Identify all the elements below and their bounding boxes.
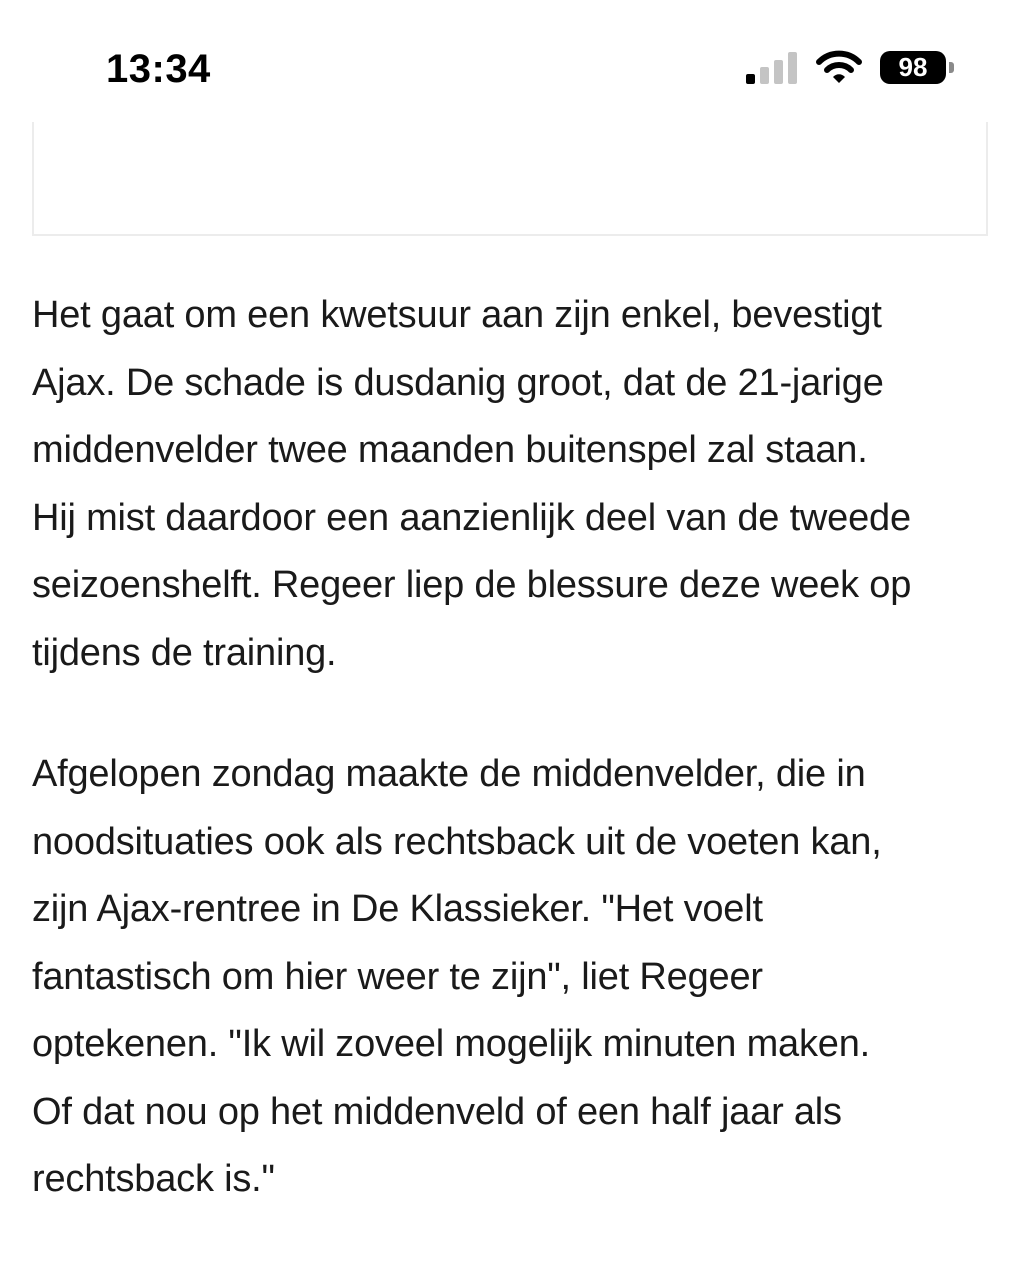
- article-paragraph: Afgelopen zondag maakte de middenvelder, die in noodsituaties ook als rechtsback uit de voeten kan, zijn Ajax-rentree in De Klassieker. "Het voelt fantastisch om hier weer te zijn", liet Regeer optekenen. "Ik wil zoveel mogelijk minuten maken. Of dat nou op het middenveld of een half jaar als rechtsback is.": [32, 753, 882, 1200]
- wifi-arc-middle: [827, 65, 851, 70]
- wifi-dot: [833, 74, 845, 83]
- cellular-signal-icon: [746, 52, 798, 84]
- battery-indicator: [880, 51, 954, 84]
- battery-level: 98: [898, 52, 928, 82]
- wifi-arc-outer: [819, 54, 859, 62]
- signal-bar-1: [746, 74, 755, 84]
- status-bar: [0, 0, 1022, 120]
- signal-bar-2: [760, 67, 769, 84]
- signal-bar-3: [774, 60, 783, 84]
- embedded-media-placeholder: [32, 122, 988, 236]
- signal-bar-4: [788, 52, 797, 84]
- battery-tip: [949, 62, 954, 73]
- article-paragraph: Het gaat om een kwetsuur aan zijn enkel, bevestigt Ajax. De schade is dusdanig groot, dat de 21-jarige middenvelder twee maanden buitenspel zal staan. Hij mist daardoor een aanzienlijk deel van de tweede seizoenshelft. Regeer liep de blessure deze week op tijdens de training.: [32, 294, 912, 674]
- article-body: [32, 282, 1002, 1268]
- wifi-icon: [816, 50, 862, 84]
- status-time: 13:34: [106, 47, 211, 91]
